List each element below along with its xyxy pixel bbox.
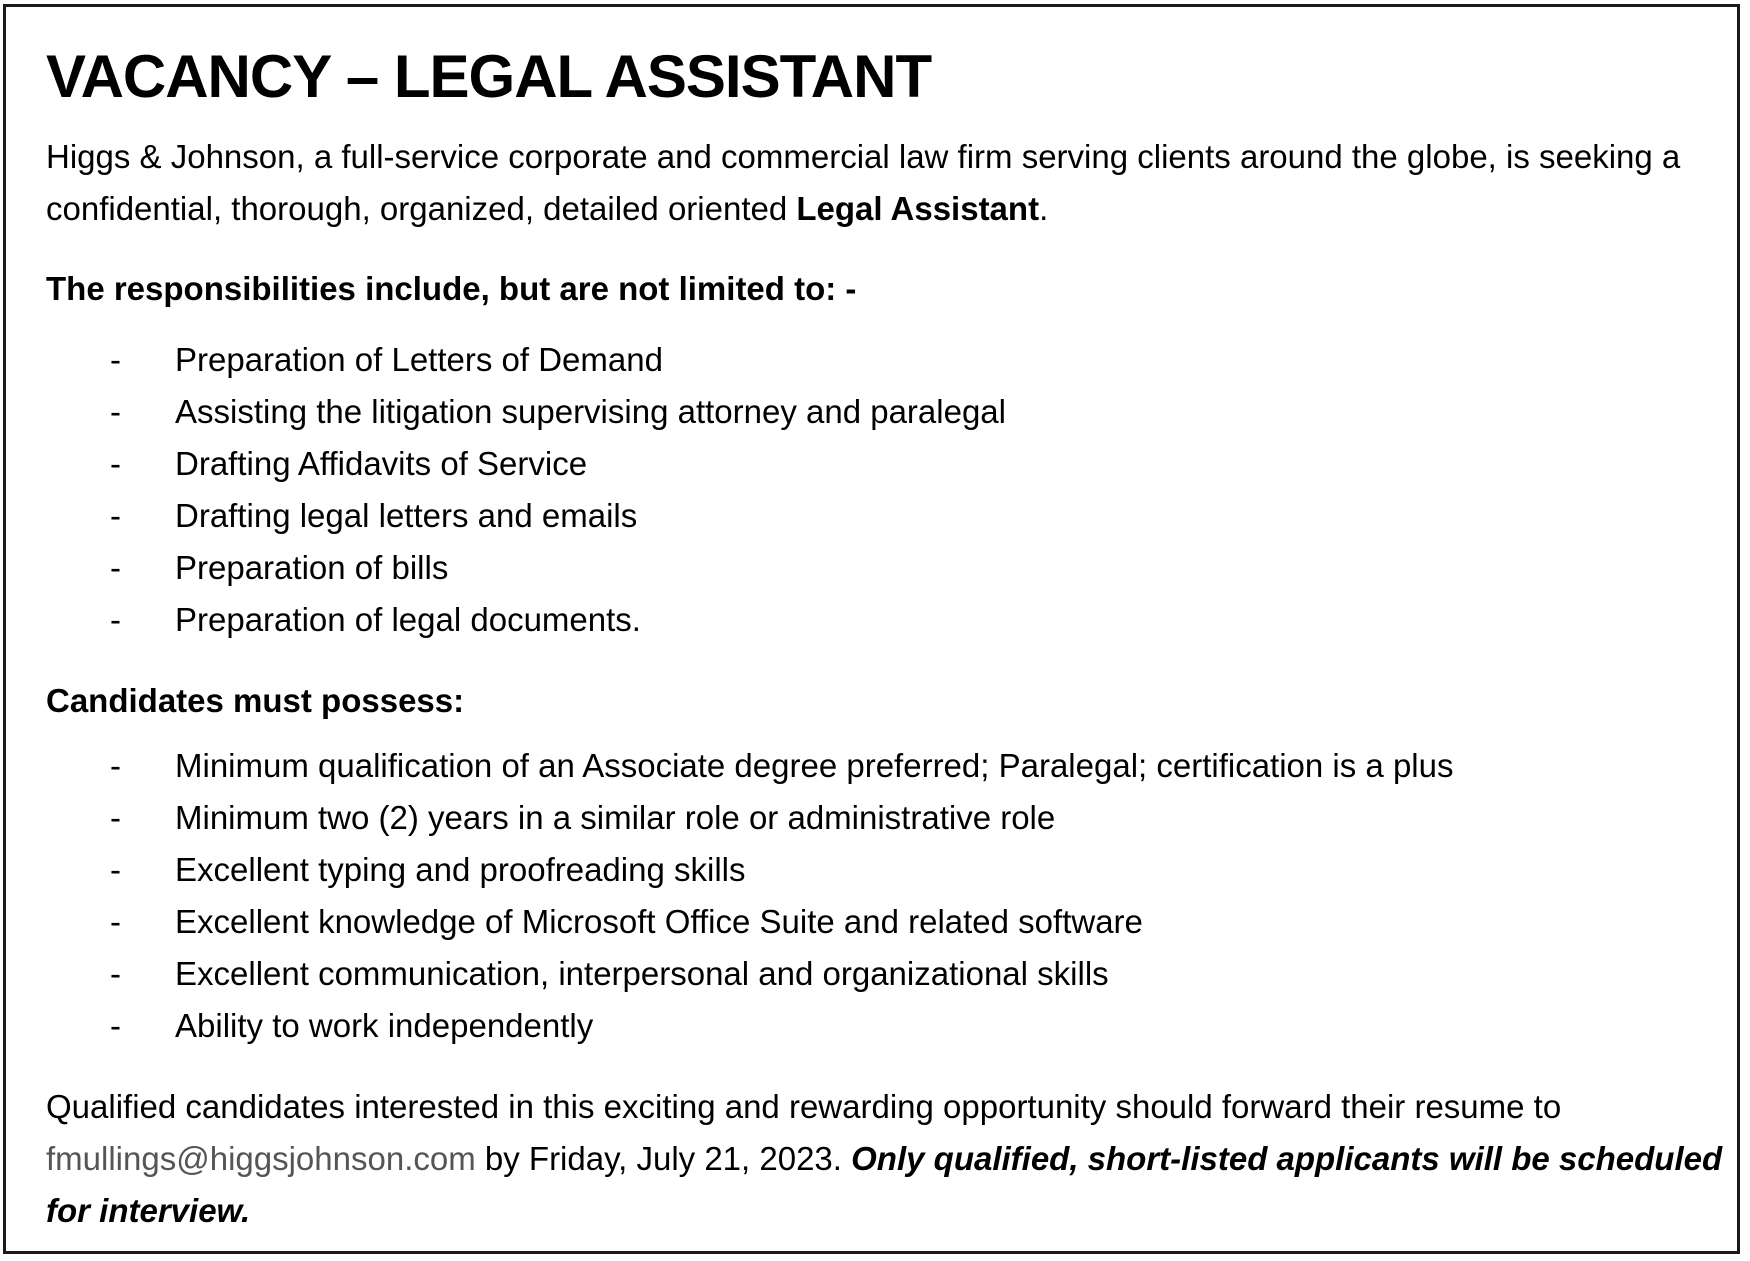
bullet-dash: - — [110, 601, 121, 638]
list-item-text: Minimum qualification of an Associate degree preferred; Paralegal; certification is a plus — [175, 747, 1454, 784]
list-item — [46, 490, 1726, 542]
bullet-dash: - — [110, 393, 121, 430]
closing-emphasis: Only qualified, short-listed applicants will be scheduled for interview. — [46, 1140, 1723, 1229]
candidates-list — [46, 740, 1726, 1052]
intro-end: . — [1039, 190, 1049, 227]
intro-paragraph — [46, 131, 1726, 235]
list-item-text: Minimum two (2) years in a similar role or administrative role — [175, 799, 1056, 836]
list-item — [46, 844, 1726, 896]
list-item — [46, 594, 1726, 646]
list-item — [46, 386, 1726, 438]
closing-deadline: by Friday, July 21, 2023. — [475, 1140, 852, 1177]
responsibilities-heading: The responsibilities include, but are not limited to: - — [46, 270, 857, 307]
list-item — [46, 438, 1726, 490]
closing-paragraph — [46, 1081, 1726, 1237]
list-item — [46, 1000, 1726, 1052]
list-item — [46, 334, 1726, 386]
email-link[interactable]: fmullings@higgsjohnson.com — [46, 1140, 476, 1177]
bullet-dash: - — [110, 549, 121, 586]
list-item — [46, 740, 1726, 792]
list-item — [46, 896, 1726, 948]
bullet-dash: - — [110, 799, 121, 836]
list-item-text: Preparation of legal documents. — [175, 601, 641, 638]
bullet-dash: - — [110, 955, 121, 992]
list-item — [46, 542, 1726, 594]
bullet-dash: - — [110, 903, 121, 940]
list-item-text: Drafting Affidavits of Service — [175, 445, 588, 482]
list-item-text: Drafting legal letters and emails — [175, 497, 638, 534]
closing-text: Qualified candidates interested in this exciting and rewarding opportunity should forward their resume to — [46, 1088, 1562, 1125]
bullet-dash: - — [110, 497, 121, 534]
bullet-dash: - — [110, 1007, 121, 1044]
intro-emphasis: Legal Assistant — [796, 190, 1040, 227]
list-item-text: Preparation of Letters of Demand — [175, 341, 663, 378]
list-item-text: Excellent typing and proofreading skills — [175, 851, 746, 888]
document-frame — [3, 4, 1740, 1254]
candidates-heading: Candidates must possess: — [46, 682, 465, 719]
list-item-text: Preparation of bills — [175, 549, 449, 586]
list-item-text: Ability to work independently — [175, 1007, 594, 1044]
bullet-dash: - — [110, 851, 121, 888]
list-item-text: Excellent knowledge of Microsoft Office Suite and related software — [175, 903, 1143, 940]
list-item — [46, 948, 1726, 1000]
list-item — [46, 792, 1726, 844]
list-item-text: Excellent communication, interpersonal and organizational skills — [175, 955, 1109, 992]
bullet-dash: - — [110, 445, 121, 482]
page-title: VACANCY – LEGAL ASSISTANT — [46, 43, 932, 110]
intro-text: Higgs & Johnson, a full-service corporate and commercial law firm serving clients around the globe, is seeking a confidential, thorough, organized, detailed oriented — [46, 138, 1681, 227]
list-item-text: Assisting the litigation supervising attorney and paralegal — [175, 393, 1006, 430]
bullet-dash: - — [110, 747, 121, 784]
bullet-dash: - — [110, 341, 121, 378]
responsibilities-list — [46, 334, 1726, 646]
